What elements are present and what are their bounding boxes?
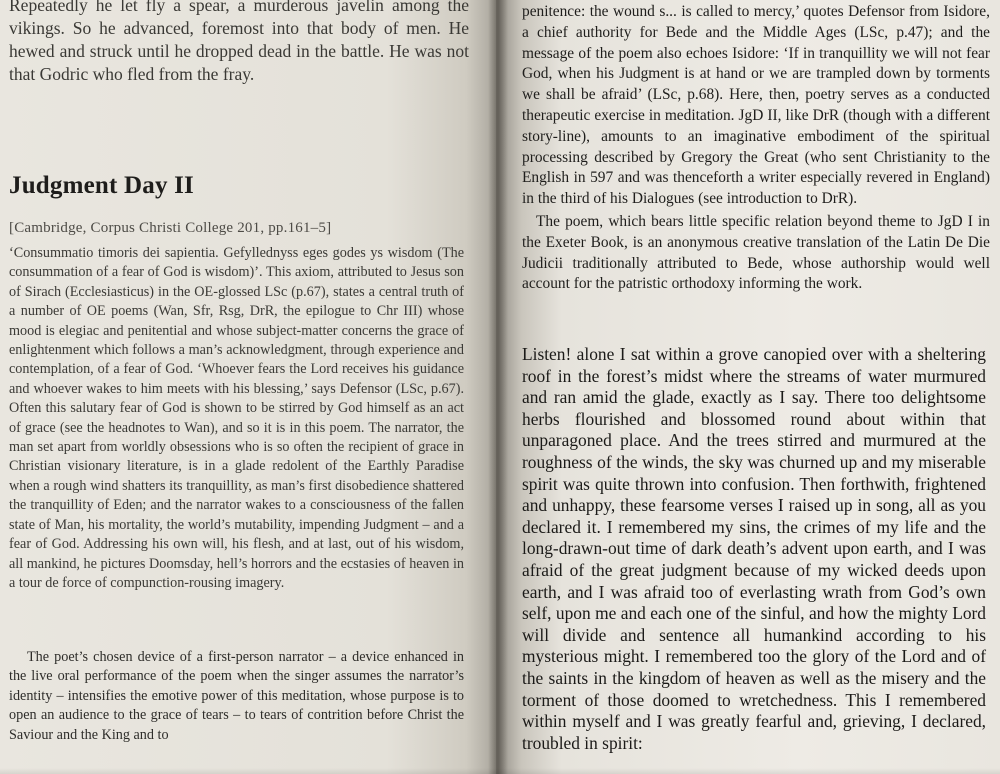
bottom-shade	[0, 768, 1000, 774]
book-gutter	[488, 0, 508, 774]
right-second-paragraph: The poem, which bears little specific relation beyond theme to JgD I in the Exeter Book, is an anonymous creative translation of the Latin De Die Judicii traditionally attributed to Bede, whose authorship would well account for the patristic orthodoxy informing the work.	[522, 213, 990, 293]
intro-paragraph: ‘Consummatio timoris dei sapientia. Gefyllednyss eges godes ys wisdom (The consummation of a fear of God is wisdom)’. This axiom, attributed to Jesus son of Sirach (Ecclesiasticus) in the OE-glossed LSc (p.67), states a central truth of a number of OE poems (Wan, Sfr, Rsg, DrR, the epilogue to Chr III) whose mood is elegiac and penitential and whose subject-matter concerns the grace of enlightenment which follows a man’s acknowledgment, through experience and contemplation, of a fear of God. ‘Whoever fears the Lord receives his guidance and whoever wakes to him meets with his blessing,’ says Defensor (LSc, p.67). Often this salutary fear of God is shown to be stirred by God himself as an act of grace (see the headnotes to Wan), and so it is in this poem. The narrator, the man set apart from worldly obsessions who is so often the recipient of grace in Christian visionary literature, is in a glade redolent of the Earthly Paradise when a rough wind shatters its tranquillity, as man’s first disobedience shattered the tranquillity of Eden; and the narrator wakes to a consciousness of the fallen state of Man, his mortality, the world’s mutability, impending Judgment – and a fear of God. Addressing his own will, his flesh, and at last, out of his wisdom, all mankind, he pictures Doomsday, hell’s horrors and the ecstasies of heaven in a tour de force of compunction-rousing imagery.	[9, 245, 464, 591]
source-reference: [Cambridge, Corpus Christi College 201, pp.161–5]	[9, 220, 332, 236]
left-top-fragment: Repeatedly he let fly a spear, a murderous javelin among the vikings. So he advanced, foremost into that body of men. He hewed and struck until he dropped dead in the battle. He was not that Godric who fled from the fray.	[9, 0, 469, 84]
poem-text: Listen! alone I sat within a grove canopied over with a sheltering roof in the forest’s midst where the streams of water murmured and ran amid the glade, exactly as I say. There too delightsome herbs flourished and blossomed round about within that unparagoned place. And the trees stirred and murmured at the roughness of the winds, the sky was churned up and my miserable spirit was quite thrown into confusion. Then forthwith, frightened and unhappy, these fearsome verses I raised up in song, all as you declared it. I remembered my sins, the crimes of my life and the long-drawn-out time of dark death’s advent upon earth, and I was afraid of the great judgment because of my wicked deeds upon earth, and I was afraid too of everlasting wrath from God’s own self, upon me and each one of the sinful, and how the mighty Lord will divide and sentence all humankind according to his mysterious might. I remembered too the glory of the Lord and of the saints in the kingdom of heaven as well as the misery and the torment of those doomed to wretchedness. This I remembered within myself and I was greatly fearful and, grieving, I declared, troubled in spirit:	[522, 344, 986, 753]
second-paragraph: The poet’s chosen device of a first-person narrator – a device enhanced in the live oral performance of the poem when the singer assumes the narrator’s identity – intensifies the emotive power of this meditation, whose purpose is to open an audience to the grace of tears – to tears of contrition before Christ the Saviour and the King and to	[9, 649, 464, 743]
right-top-paragraph: penitence: the wound s... is called to mercy,’ quotes Defensor from Isidore, a chief authority for Bede and the Middle Ages (LSc, p.47); and the message of the poem also echoes Isidore: ‘If in tranquillity we will not fear God, when his Judgment is at hand or we are trampled down by torments we shall be afraid’ (LSc, p.68). Here, then, poetry serves as a conducted therapeutic exercise in meditation. JgD II, like DrR (though with a different story-line), amounts to an imaginative embodiment of the spiritual processing described by Gregory the Great (who sent Christianity to the English in 597 and was thenceforth a writer especially revered in England) in the third of his Dialogues (see introduction to DrR).	[522, 3, 990, 208]
section-title: Judgment Day II	[9, 172, 194, 199]
